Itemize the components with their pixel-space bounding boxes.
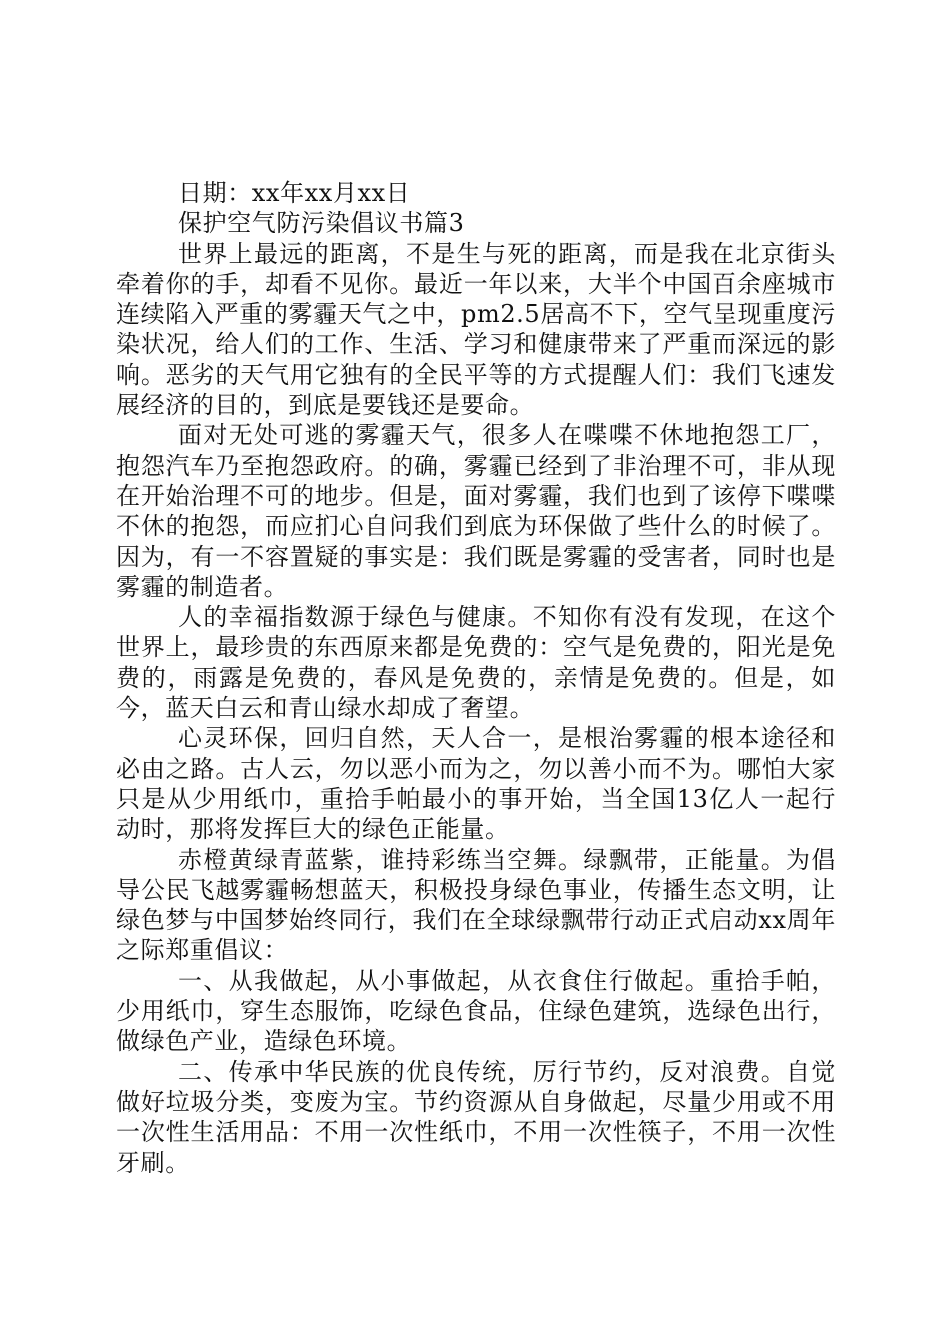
paragraph-1: 世界上最远的距离，不是生与死的距离，而是我在北京街头牵着你的手，却看不见你。最近一年以来，大半个中国百余座城市连续陷入严重的雾霾天气之中，pm2.5居高不下，空气呈现重度污染状况，给人们的工作、生活、学习和健康带来了严重而深远的影响。恶劣的天气用它独有的全民平等的方式提醒人们：我们飞速发展经济的目的，到底是要钱还是要命。 (116, 239, 836, 420)
paragraph-5: 赤橙黄绿青蓝紫，谁持彩练当空舞。绿飘带，正能量。为倡导公民飞越雾霾畅想蓝天，积极投身绿色事业，传播生态文明，让绿色梦与中国梦始终同行，我们在全球绿飘带行动正式启动xx周年之际郑重倡议： (116, 845, 836, 965)
document-body (116, 178, 836, 1178)
date-line: 日期：xx年xx月xx日 (178, 179, 411, 207)
paragraph-4: 心灵环保，回归自然，天人合一，是根治雾霾的根本途径和必由之路。古人云，勿以恶小而为之，勿以善小而不为。哪怕大家只是从少用纸巾，重拾手帕最小的事开始，当全国13亿人一起行动时，那将发挥巨大的绿色正能量。 (116, 724, 836, 844)
paragraph-2: 面对无处可逃的雾霾天气，很多人在喋喋不休地抱怨工厂，抱怨汽车乃至抱怨政府。的确，雾霾已经到了非治理不可，非从现在开始治理不可的地步。但是，面对雾霾，我们也到了该停下喋喋不休的抱怨，而应扪心自问我们到底为环保做了些什么的时候了。因为，有一不容置疑的事实是：我们既是雾霾的受害者，同时也是雾霾的制造者。 (116, 421, 836, 601)
paragraph-3: 人的幸福指数源于绿色与健康。不知你有没有发现，在这个世界上，最珍贵的东西原来都是免费的：空气是免费的，阳光是免费的，雨露是免费的，春风是免费的，亲情是免费的。但是，如今，蓝天白云和青山绿水却成了奢望。 (116, 603, 836, 723)
paragraph-6: 一、从我做起，从小事做起，从衣食住行做起。重拾手帕，少用纸巾，穿生态服饰，吃绿色食品，住绿色建筑，选绿色出行，做绿色产业，造绿色环境。 (116, 966, 836, 1056)
section-heading: 保护空气防污染倡议书篇3 (178, 209, 465, 238)
paragraph-7: 二、传承中华民族的优良传统，厉行节约，反对浪费。自觉做好垃圾分类，变废为宝。节约资源从自身做起，尽量少用或不用一次性生活用品：不用一次性纸巾，不用一次性筷子，不用一次性牙刷。 (116, 1057, 836, 1177)
